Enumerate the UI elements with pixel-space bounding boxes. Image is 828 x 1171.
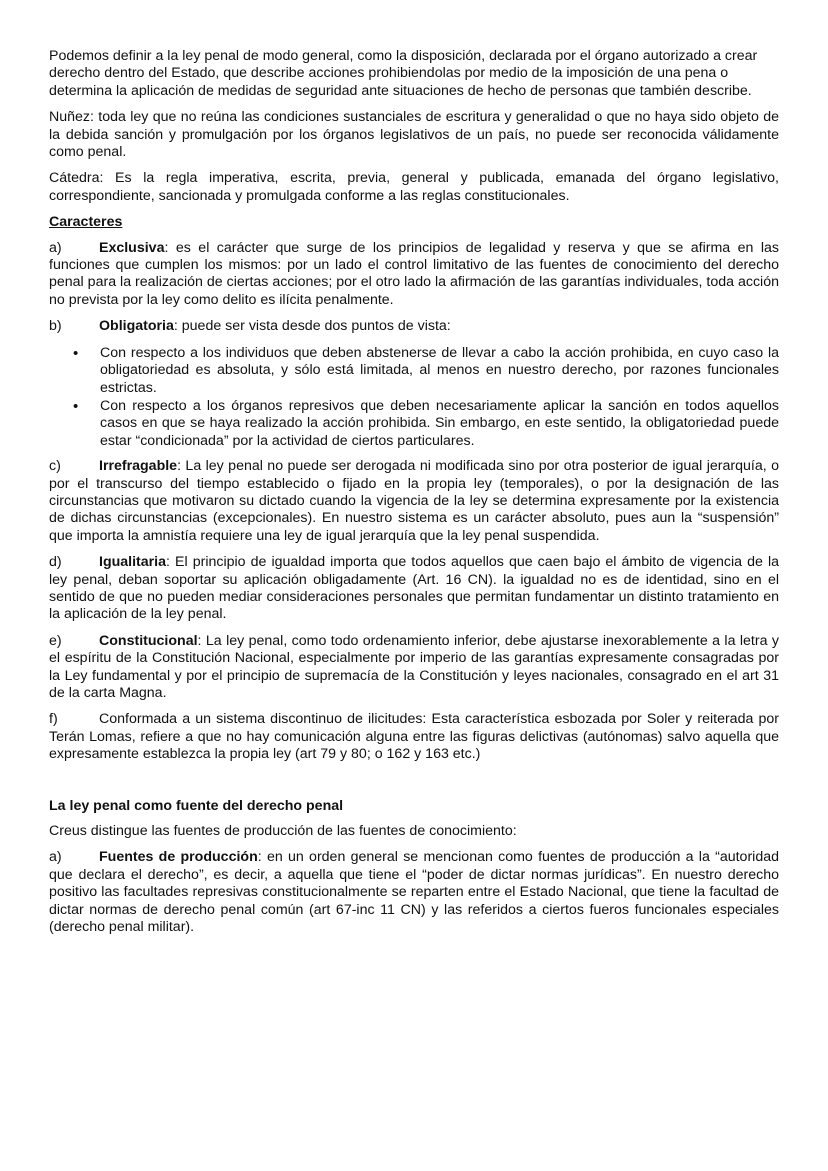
item-label: e) [49,632,62,649]
item-term: Irrefragable [99,458,178,475]
intro-paragraph-1: Podemos definir a la ley penal de modo general, como la disposición, declarada por el órgano autorizado a crear derecho dentro del Estado, que describe acciones prohibiendolas por medio de la imposición de una pena o determina la aplicación de medidas de seguridad ante situaciones de hecho de personas que también describe. [49,48,758,99]
item-label: c) [49,458,61,475]
item-term: Obligatoria [99,318,174,335]
item-text: : La ley penal no puede ser derogada ni modificada sino por otra posterior de igual jerarquía, o por el transcurso del tiempo establecido o fijado en la propia ley (temporales), o por la designación de las circunstancias que motivaron su dictado cuando la vigencia de la ley se determina expresamente por la existencia de dichas circunstancias (excepcionales). En nuestro sistema es un carácter absoluto, pues aun la “suspensión” que importa la amnistía requiere una ley de igual jerarquía que la ley penal suspendida. [49,458,779,544]
item-c-irrefragable [49,458,779,545]
fuente-intro: Creus distingue las fuentes de producción de las fuentes de conocimiento: [49,823,517,840]
item-text: : en un orden general se mencionan como fuentes de producción a la “autoridad que declara el derecho”, es decir, a aquella que tiene el “poder de dictar normas jurídicas”. En nuestro derecho positivo las facultades represivas constitucionalmente se reparten entre el Estado Nacional, que tiene la facultad de dictar normas de derecho penal común (art 67-inc 11 CN) y las referidos a ciertos fueros funcionales especiales (derecho penal militar). [49,849,779,936]
item-text: Conformada a un sistema discontinuo de ilicitudes: Esta característica esbozada por Soler y reiterada por Terán Lomas, refiere a que no hay comunicación alguna entre las figuras delictivas (autónomas) salvo aquella que expresamente establezca la propia ley (art 79 y 80; o 162 y 163 etc.) [49,711,779,763]
item-term: Exclusiva [99,239,165,256]
item-b-obligatoria [49,318,779,335]
item-f-sistema-discontinuo [49,711,779,763]
item-a-fuentes-produccion [49,849,779,936]
item-label: d) [49,554,62,571]
item-text: : puede ser vista desde dos puntos de vista: [173,318,451,335]
item-label: f) [49,711,58,728]
item-text: : La ley penal, como todo ordenamiento inferior, debe ajustarse inexorablemente a la letra y el espíritu de la Constitución Nacional, especialmente por imperio de las garantías expresamente consagradas por la Ley fundamental y por el principio de supremacía de la Constitución y leyes nacionales, consagrado en el art 31 de la carta Magna. [49,632,779,701]
bullet-item: • Con respecto a los individuos que deben abstenerse de llevar a cabo la acción prohibida, en cuyo caso la obligatoriedad es absoluta, y sólo está limitada, al menos en nuestro derecho, por razones funcionales estrictas. [49,345,779,397]
item-term: Igualitaria [99,554,167,571]
intro-paragraph-nunez: Nuñez: toda ley que no reúna las condiciones sustanciales de escritura y generalidad o que no haya sido objeto de la debida sanción y promulgación por los órganos legislativos de un país, no puede ser reconocida válidamente como penal. [49,109,779,161]
item-term: Constitucional [99,632,198,649]
section-heading-caracteres: Caracteres [49,214,123,231]
bullet-item: • Con respecto a los órganos represivos que deben necesariamente aplicar la sanción en todos aquellos casos en que se haya realizado la acción prohibida. Sin embargo, en este sentido, la obligatoriedad puede estar “condicionada” por la actividad de ciertos particulares. [49,398,779,450]
obligatoria-bullet-list [49,345,779,450]
item-label: b) [49,318,62,335]
intro-paragraph-catedra: Cátedra: Es la regla imperativa, escrita, previa, general y publicada, emanada del órgano legislativo, correspondiente, sancionada y promulgada conforme a las reglas constitucionales. [49,170,779,204]
item-a-exclusiva [49,240,779,310]
item-label: a) [49,849,62,866]
document-page [49,48,779,936]
section-spacer [49,764,779,798]
item-e-constitucional [49,633,779,703]
item-term: Fuentes de producción [99,849,258,866]
item-text: : es el carácter que surge de los principios de legalidad y reserva y que se afirma en las funciones que cumplen los mismos: por un lado el control limitativo de las fuentes de conocimiento del derecho penal para la realización de ciertas acciones; por el otro lado la afirmación de las garantías individuales, toda acción no prevista por la ley como delito es ilícita penalmente. [49,239,779,308]
item-text: : El principio de igualdad importa que todos aquellos que caen bajo el ámbito de vigencia de la ley penal, deban soportar su aplicación obligadamente (Art. 16 CN). la igualdad no es de identidad, sino en el sentido de que no pueden mediar consideraciones personales que permitan fundamentar un distinto tratamiento en la aplicación de la ley penal. [49,554,779,623]
section-heading-fuente: La ley penal como fuente del derecho penal [49,797,344,814]
item-d-igualitaria [49,554,779,624]
item-label: a) [49,239,62,256]
